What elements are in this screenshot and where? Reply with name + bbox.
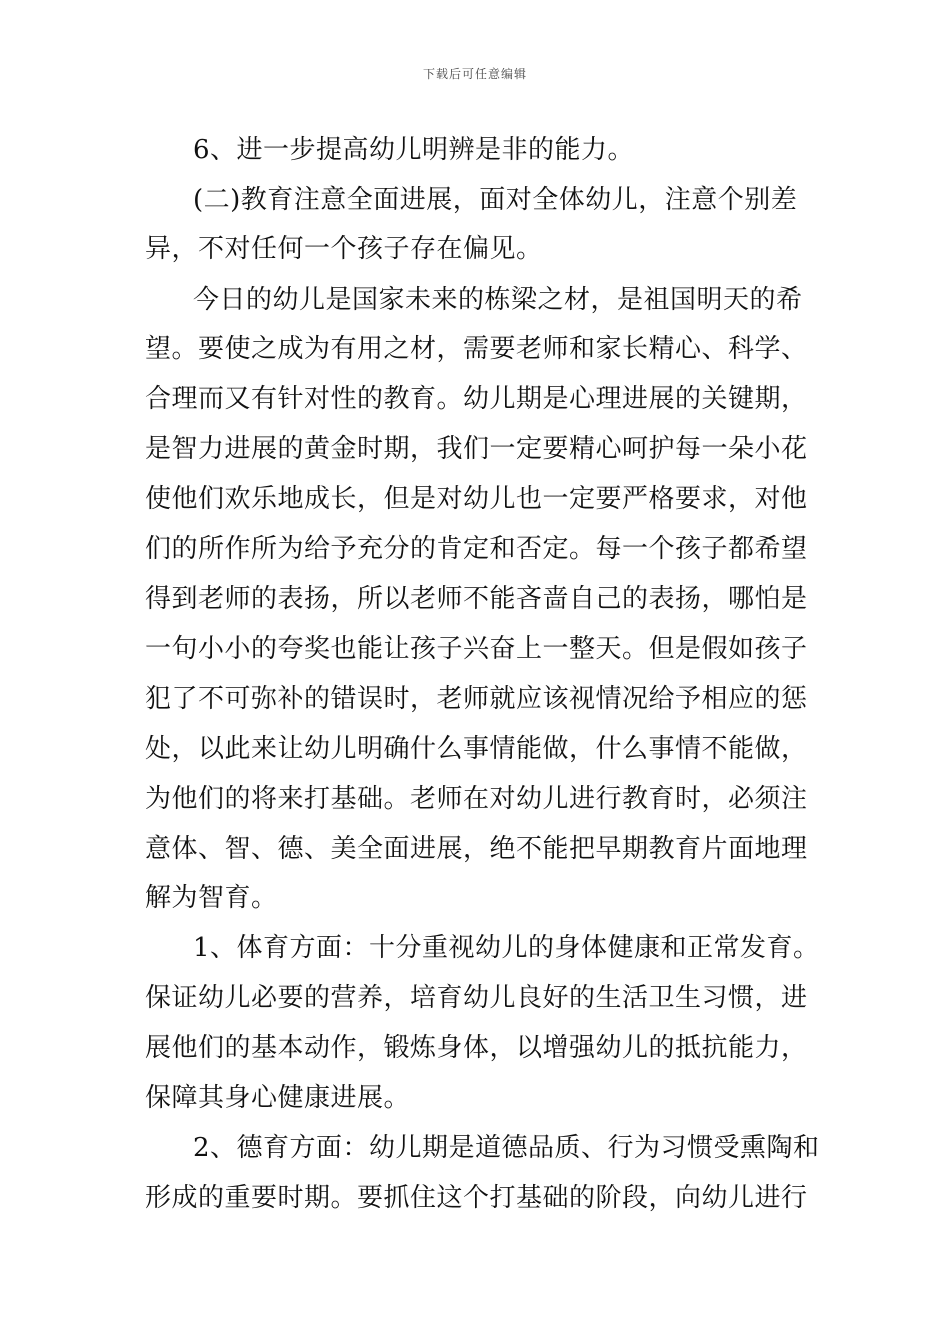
text-line: 2、德育方面：幼儿期是道德品质、行为习惯受熏陶和: [193, 1133, 820, 1163]
text-line: 们的所作所为给予充分的肯定和否定。每一个孩子都希望: [145, 534, 808, 564]
text-line: 形成的重要时期。要抓住这个打基础的阶段，向幼儿进行: [145, 1183, 808, 1213]
text-line: 犯了不可弥补的错误时，老师就应该视情况给予相应的惩: [145, 684, 808, 714]
text-line: 望。要使之成为有用之材，需要老师和家长精心、科学、: [145, 334, 808, 364]
text-line: 6、进一步提高幼儿明辨是非的能力。: [193, 135, 635, 165]
text-line: 是智力进展的黄金时期，我们一定要精心呵护每一朵小花: [145, 434, 808, 464]
text-line: 处，以此来让幼儿明确什么事情能做，什么事情不能做，: [145, 734, 808, 764]
page-header: 下载后可任意编辑: [422, 67, 527, 81]
text-line: 使他们欢乐地成长，但是对幼儿也一定要严格要求，对他: [145, 484, 808, 514]
text-line: 保障其身心健康进展。: [145, 1083, 411, 1113]
text-line: 异，不对任何一个孩子存在偏见。: [145, 234, 543, 264]
text-line: 得到老师的表扬，所以老师不能吝啬自己的表扬，哪怕是: [145, 584, 808, 614]
text-line: 解为智育。: [145, 883, 278, 913]
text-line: 展他们的基本动作，锻炼身体，以增强幼儿的抵抗能力，: [145, 1033, 808, 1063]
text-line: 意体、智、德、美全面进展，绝不能把早期教育片面地理: [145, 834, 808, 864]
text-line: (二)教育注意全面进展，面对全体幼儿，注意个别差: [193, 185, 798, 215]
text-line: 一句小小的夸奖也能让孩子兴奋上一整天。但是假如孩子: [145, 634, 808, 664]
text-line: 今日的幼儿是国家未来的栋梁之材，是祖国明天的希: [193, 285, 803, 315]
text-line: 保证幼儿必要的营养，培育幼儿良好的生活卫生习惯，进: [145, 983, 808, 1013]
text-line: 为他们的将来打基础。老师在对幼儿进行教育时，必须注: [145, 784, 808, 814]
text-line: 合理而又有针对性的教育。幼儿期是心理进展的关键期，: [145, 384, 808, 414]
text-line: 1、体育方面：十分重视幼儿的身体健康和正常发育。: [193, 933, 820, 963]
